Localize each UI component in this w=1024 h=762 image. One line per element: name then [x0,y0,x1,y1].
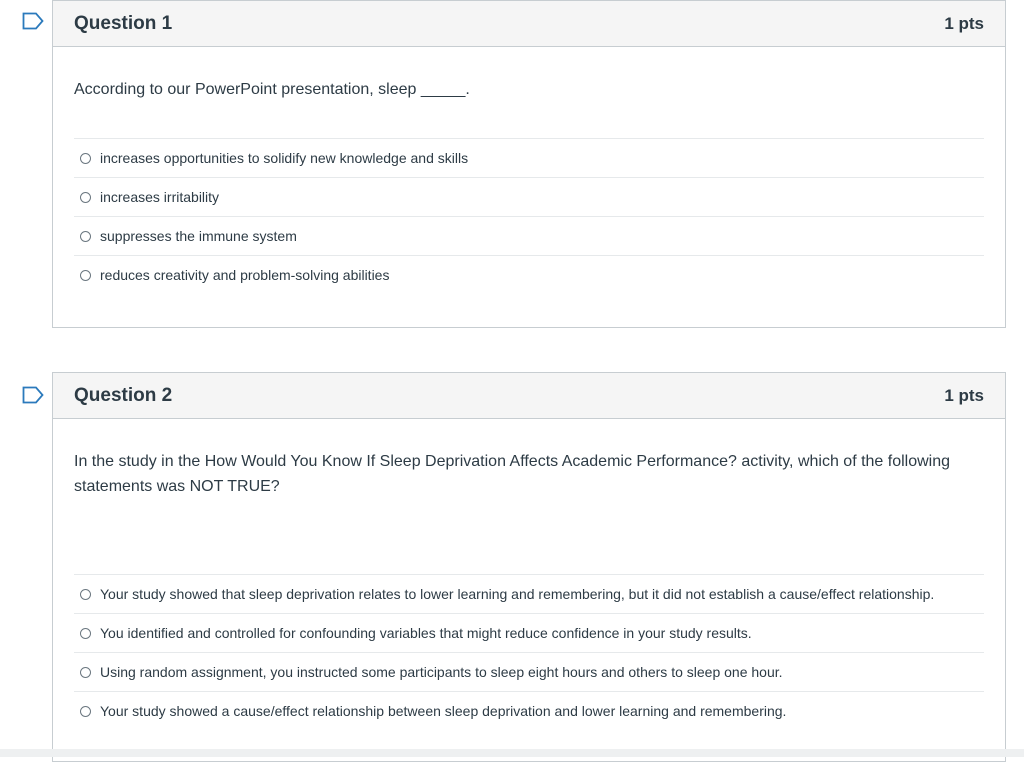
radio-button[interactable] [80,628,91,639]
answer-option[interactable] [74,613,984,652]
question-text: According to our PowerPoint presentation, sleep _____. [74,81,470,98]
answer-label: Your study showed a cause/effect relationship between sleep deprivation and lower learning and remembering. [100,703,787,719]
radio-button[interactable] [80,270,91,281]
answer-label: Your study showed that sleep deprivation relates to lower learning and remembering, but it did not establish a cause/effect relationship. [100,586,935,602]
answer-label: You identified and controlled for confounding variables that might reduce confidence in your study results. [100,625,752,641]
radio-button[interactable] [80,667,91,678]
answer-option[interactable] [74,216,984,255]
question-1 [52,0,1006,328]
answer-option[interactable] [74,138,984,177]
radio-button[interactable] [80,153,91,164]
answer-label: Using random assignment, you instructed some participants to sleep eight hours and others to sleep one hour. [100,664,783,680]
question-text: In the study in the How Would You Know If Sleep Deprivation Affects Academic Performance? activity, which of the following statements was NOT TRUE? [74,453,951,495]
answer-option[interactable] [74,652,984,691]
answer-label: suppresses the immune system [100,228,297,244]
question-2 [52,372,1006,762]
answer-option[interactable] [74,691,984,730]
question-title: Question 2 [74,384,173,406]
question-header [53,1,1005,47]
radio-button[interactable] [80,231,91,242]
answer-label: reduces creativity and problem-solving abilities [100,267,390,283]
question-points: 1 pts [944,385,984,405]
answer-option[interactable] [74,574,984,613]
radio-button[interactable] [80,589,91,600]
question-title: Question 1 [74,12,173,34]
answer-list [74,138,984,294]
answer-label: increases irritability [100,189,220,205]
flag-question-icon[interactable] [22,386,44,404]
question-header [53,373,1005,419]
radio-button[interactable] [80,706,91,717]
bottom-scroll-edge [0,749,1024,757]
question-points: 1 pts [944,13,984,33]
answer-option[interactable] [74,177,984,216]
answer-list [74,574,984,730]
answer-label: increases opportunities to solidify new knowledge and skills [100,150,469,166]
answer-option[interactable] [74,255,984,294]
radio-button[interactable] [80,192,91,203]
flag-question-icon[interactable] [22,12,44,30]
